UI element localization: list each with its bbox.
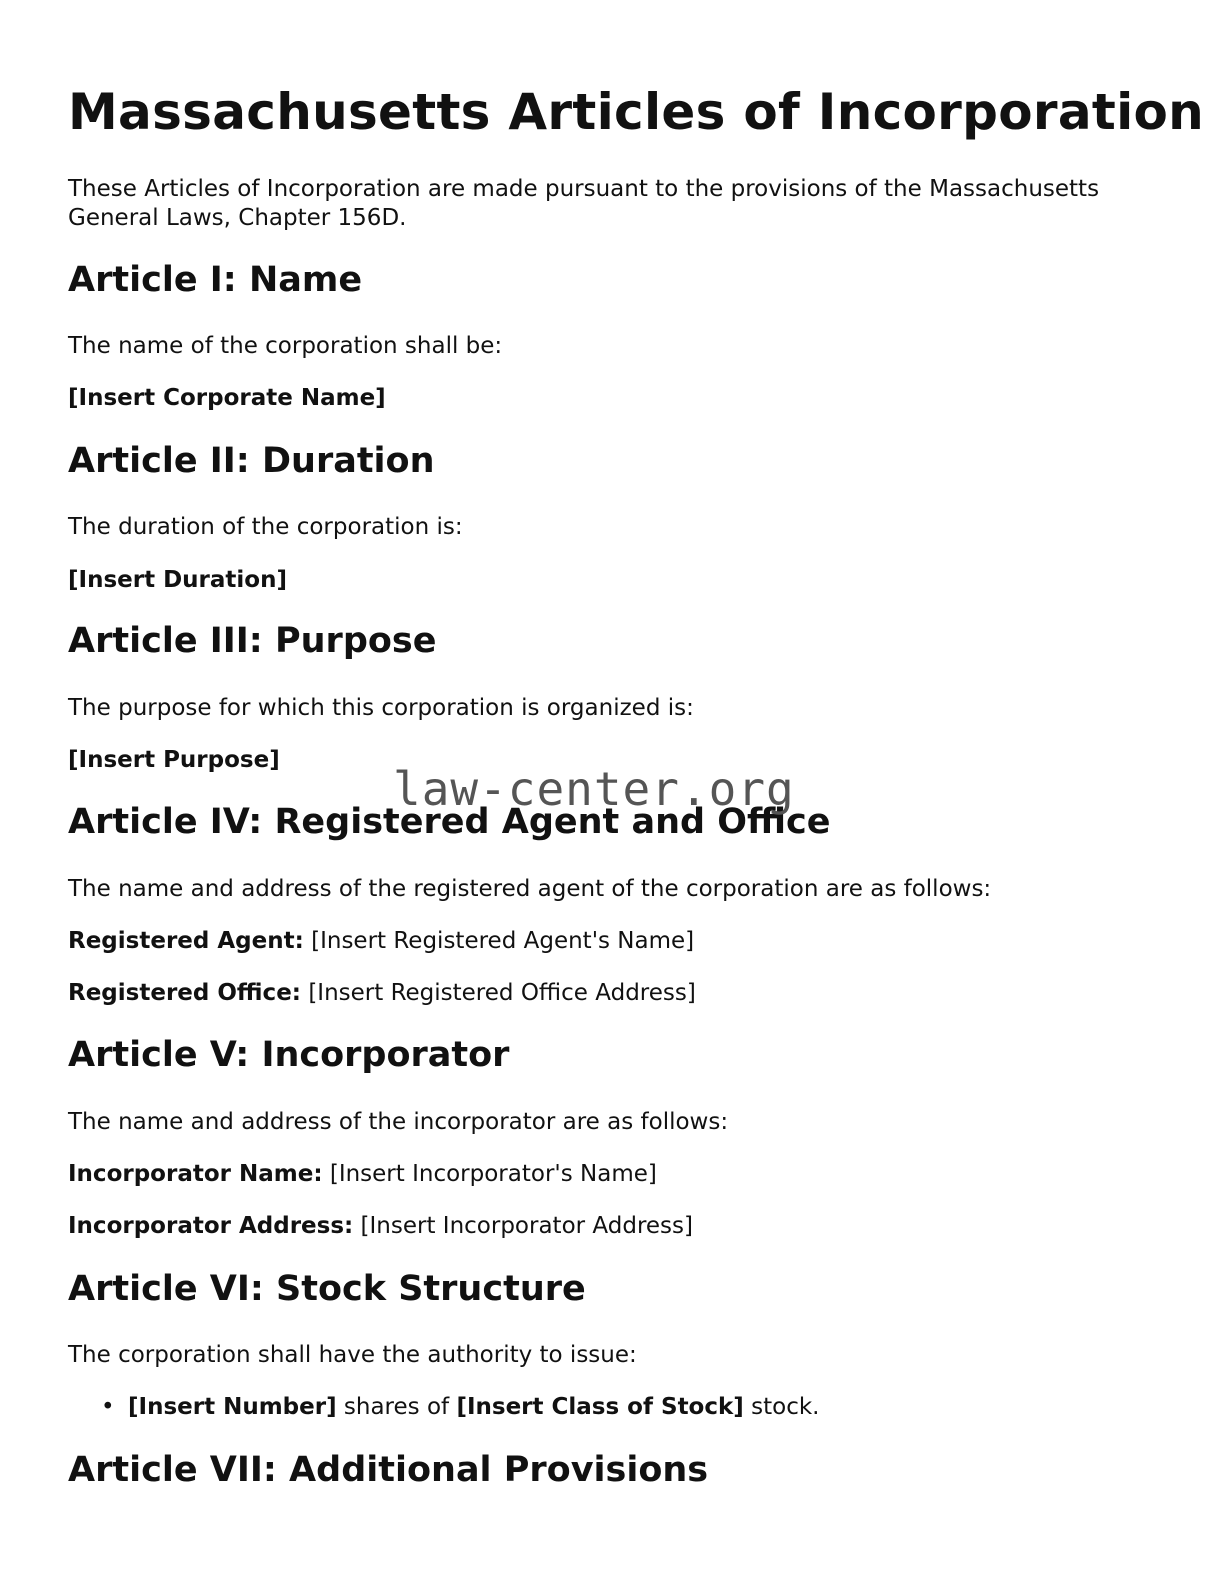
article-6-text: The corporation shall have the authority to issue:	[68, 1342, 637, 1368]
registered-office-line	[68, 979, 696, 1008]
registered-agent-value: [Insert Registered Agent's Name]	[311, 928, 695, 954]
article-6-heading: Article VI: Stock Structure	[68, 1269, 586, 1309]
incorporator-name-value: [Insert Incorporator's Name]	[329, 1161, 657, 1187]
purpose-placeholder: [Insert Purpose]	[68, 747, 280, 773]
number-placeholder: [Insert Number]	[128, 1394, 337, 1420]
stock-class-placeholder: [Insert Class of Stock]	[456, 1394, 744, 1420]
article-3-text: The purpose for which this corporation is organized is:	[68, 695, 694, 721]
article-2-text: The duration of the corporation is:	[68, 514, 463, 540]
shares-of-text: shares of	[343, 1394, 450, 1420]
article-1-text: The name of the corporation shall be:	[68, 333, 503, 359]
bullet-icon: •	[101, 1394, 115, 1420]
stock-list	[68, 1393, 819, 1422]
registered-agent-label: Registered Agent:	[68, 928, 304, 954]
incorporator-name-line	[68, 1160, 657, 1189]
article-5-heading: Article V: Incorporator	[68, 1035, 510, 1075]
article-4-text: The name and address of the registered agent of the corporation are as follows:	[68, 876, 992, 902]
incorporator-address-value: [Insert Incorporator Address]	[360, 1213, 693, 1239]
intro-paragraph: These Articles of Incorporation are made pursuant to the provisions of the Massachusetts General Laws, Chapter 156D.	[68, 176, 1100, 231]
article-4-heading: Article IV: Registered Agent and Office	[68, 802, 831, 842]
article-5-text: The name and address of the incorporator are as follows:	[68, 1109, 729, 1135]
article-7-heading: Article VII: Additional Provisions	[68, 1450, 709, 1490]
registered-office-value: [Insert Registered Office Address]	[308, 980, 696, 1006]
incorporator-address-line	[68, 1212, 693, 1241]
incorporator-name-label: Incorporator Name:	[68, 1161, 323, 1187]
registered-office-label: Registered Office:	[68, 980, 301, 1006]
incorporator-address-label: Incorporator Address:	[68, 1213, 354, 1239]
article-1-heading: Article I: Name	[68, 260, 363, 300]
article-3-heading: Article III: Purpose	[68, 621, 437, 661]
corporate-name-placeholder: [Insert Corporate Name]	[68, 385, 386, 411]
list-item	[68, 1393, 819, 1422]
stock-word: stock.	[751, 1394, 820, 1420]
registered-agent-line	[68, 927, 694, 956]
article-2-heading: Article II: Duration	[68, 441, 435, 481]
document-title: Massachusetts Articles of Incorporation	[68, 83, 1205, 141]
watermark: law-center.org	[393, 762, 795, 816]
duration-placeholder: [Insert Duration]	[68, 567, 287, 593]
